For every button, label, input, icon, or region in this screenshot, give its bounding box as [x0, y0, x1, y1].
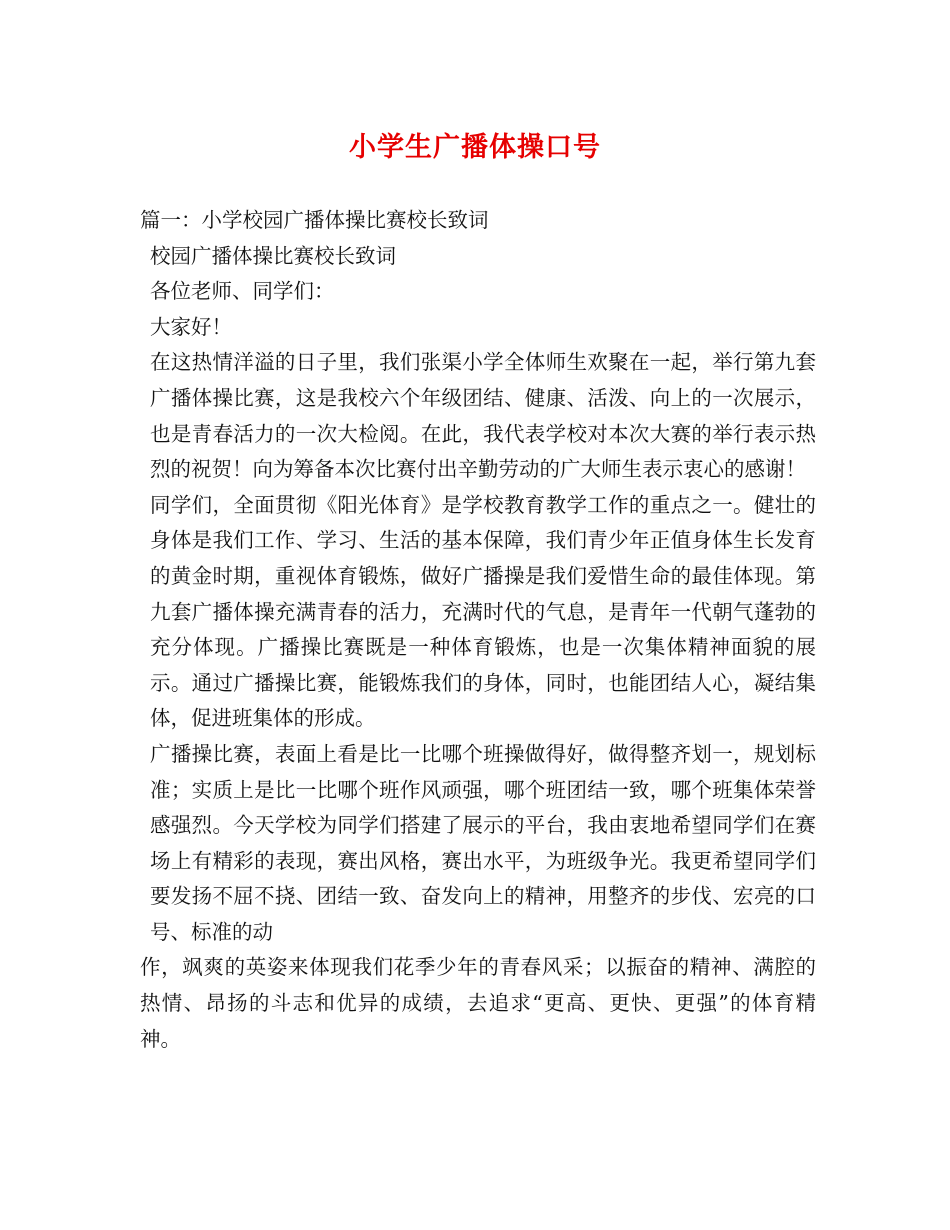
- section-heading: 篇一：小学校园广播体操比赛校长致词: [140, 208, 489, 232]
- body-paragraph: 在这热情洋溢的日子里，我们张渠小学全体师生欢聚在一起，举行第九套广播体操比赛，这是我校六个年级团结、健康、活泼、向上的一次展示，也是青春活力的一次大检阅。在此，我代表学校对本次大赛的举行表示热烈的祝贺！向为筹备本次比赛付出辛勤劳动的广大师生表示衷心的感谢！: [150, 350, 816, 482]
- body-paragraph: 作，飒爽的英姿来体现我们花季少年的青春风采；以振奋的精神、满腔的热情、昂扬的斗志和优异的成绩，去追求“更高、更快、更强”的体育精神。: [140, 955, 816, 1051]
- document-title: 小学生广播体操口号: [349, 132, 601, 163]
- greeting: 大家好！: [150, 314, 232, 339]
- body-paragraph: 广播操比赛，表面上看是比一比哪个班操做得好，做得整齐划一，规划标准；实质上是比一比哪个班作风顽强，哪个班团结一致，哪个班集体荣誉感强烈。今天学校为同学们搭建了展示的平台，我由衷地希望同学们在赛场上有精彩的表现，赛出风格，赛出水平，为班级争光。我更希望同学们要发扬不屈不挠、团结一致、奋发向上的精神，用整齐的步伐、宏亮的口号、标准的动: [150, 741, 816, 944]
- speech-title: 校园广播体操比赛校长致词: [150, 243, 396, 268]
- body-paragraph: 同学们，全面贯彻《阳光体育》是学校教育教学工作的重点之一。健壮的身体是我们工作、学习、生活的基本保障，我们青少年正值身体生长发育的黄金时期，重视体育锻炼，做好广播操是我们爱惜生命的最佳体现。第九套广播体操充满青春的活力，充满时代的气息，是青年一代朝气蓬勃的充分体现。广播操比赛既是一种体育锻炼，也是一次集体精神面貌的展示。通过广播操比赛，能锻炼我们的身体，同时，也能团结人心，凝结集体，促进班集体的形成。: [150, 492, 816, 731]
- document-body: [140, 203, 816, 1057]
- salutation: 各位老师、同学们：: [150, 279, 335, 304]
